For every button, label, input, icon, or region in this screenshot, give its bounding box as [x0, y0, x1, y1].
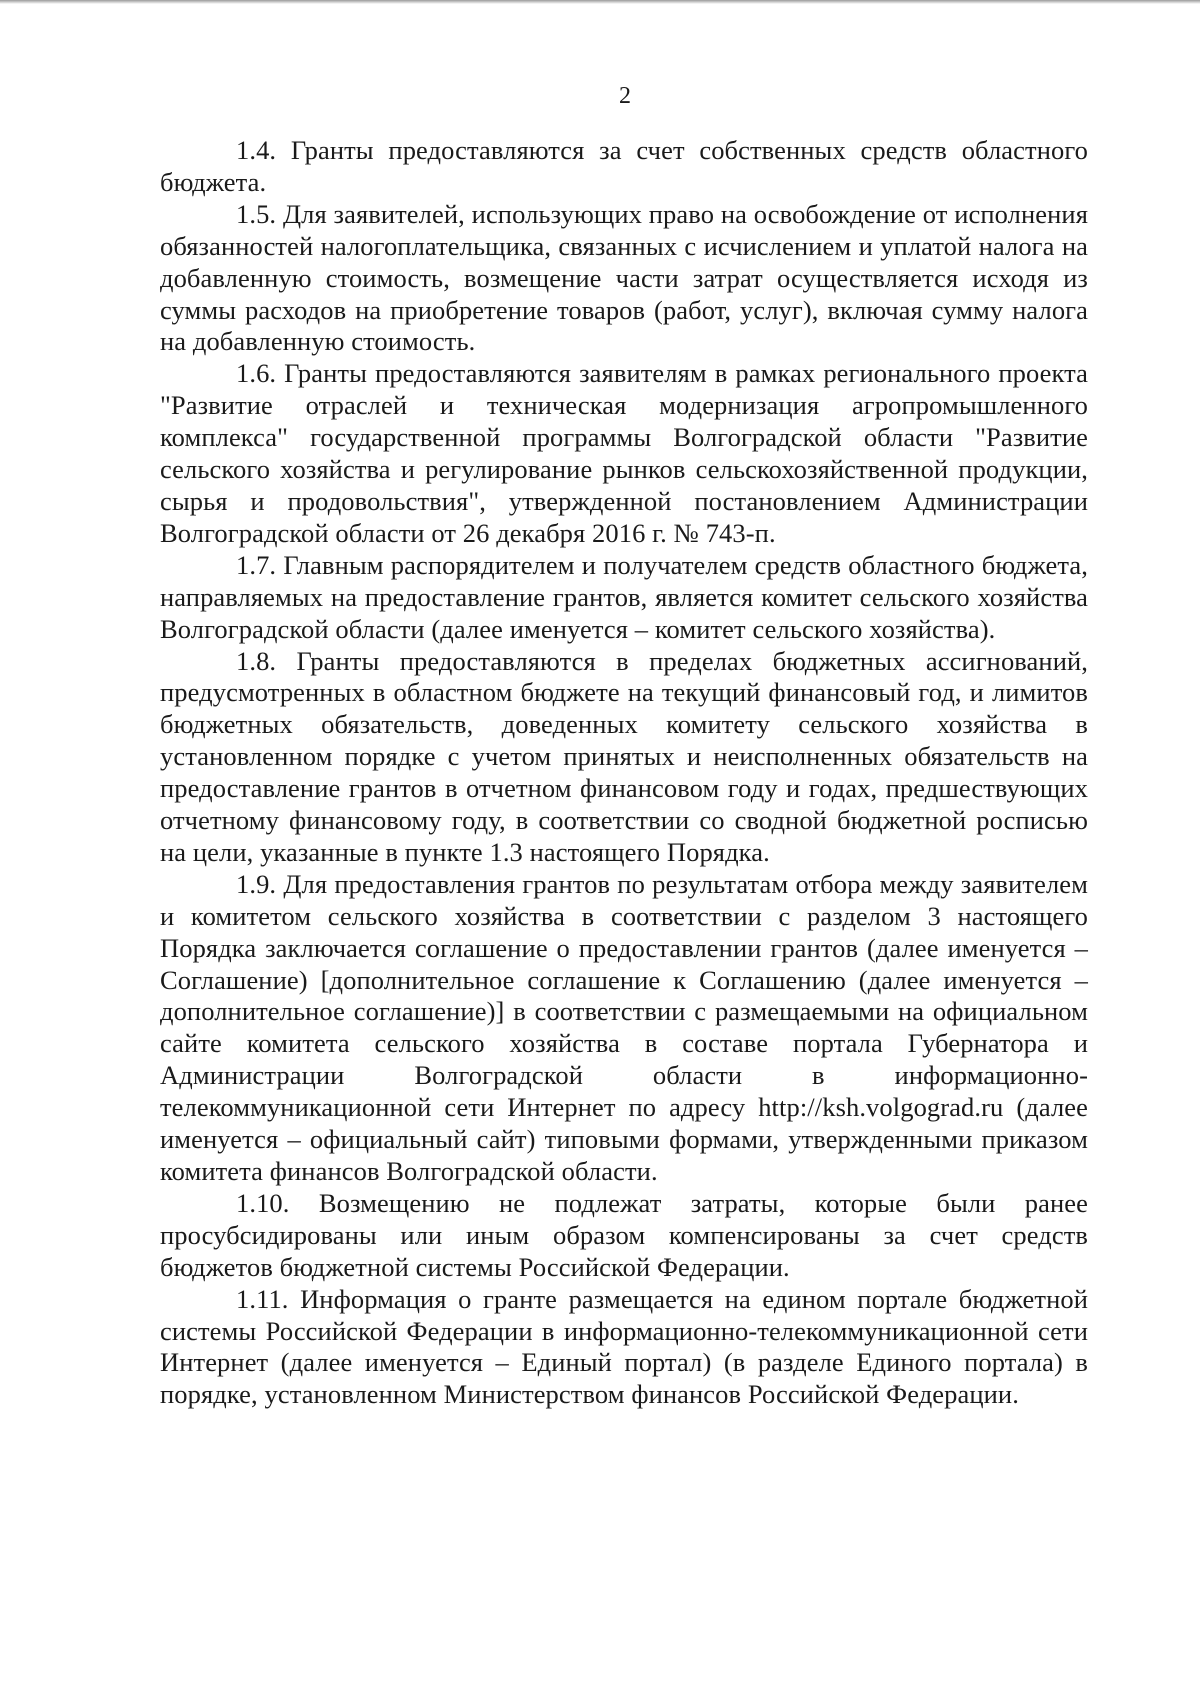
paragraph-1-6: 1.6. Гранты предоставляются заявителям в рамках регионального проекта "Развитие отраслей и техническая модернизация агропромышленного комплекса" государственной программы Волгоградской области "Развитие сельского хозяйства и регулирование рынков сельскохозяйственной продукции, сырья и продовольствия", утвержденной постановлением Администрации Волгоградской области от 26 декабря 2016 г. № 743-п.: [160, 358, 1088, 548]
paragraph-1-9: 1.9. Для предоставления грантов по результатам отбора между заявителем и комитетом сельского хозяйства в соответствии с разделом 3 настоящего Порядка заключается соглашение о предоставлении грантов (далее именуется – Соглашение) [дополнительное соглашение к Соглашению (далее именуется – дополнительное соглашение)] в соответствии с размещаемыми на официальном сайте комитета сельского хозяйства в составе портала Губернатора и Администрации Волгоградской области в информационно-телекоммуникационной сети Интернет по адресу http://ksh.volgograd.ru (далее именуется – официальный сайт) типовыми формами, утвержденными приказом комитета финансов Волгоградской области.: [160, 868, 1088, 1186]
scan-top-edge: [0, 0, 1200, 4]
paragraph-1-5: 1.5. Для заявителей, использующих право на освобождение от исполнения обязанностей налогоплательщика, связанных с исчислением и уплатой налога на добавленную стоимость, возмещение части затрат осуществляется исходя из суммы расходов на приобретение товаров (работ, услуг), включая сумму налога на добавленную стоимость.: [160, 198, 1088, 357]
paragraph-1-7: 1.7. Главным распорядителем и получателем средств областного бюджета, направляемых на предоставление грантов, является комитет сельского хозяйства Волгоградской области (далее именуется – комитет сельского хозяйства).: [160, 549, 1088, 644]
document-body: [160, 135, 1088, 1411]
paragraph-1-4: 1.4. Гранты предоставляются за счет собственных средств областного бюджета.: [160, 135, 1088, 197]
page-number: 2: [619, 83, 631, 109]
paragraph-1-10: 1.10. Возмещению не подлежат затраты, которые были ранее просубсидированы или иным образом компенсированы за счет средств бюджетов бюджетной системы Российской Федерации.: [160, 1187, 1088, 1282]
paragraph-1-8: 1.8. Гранты предоставляются в пределах бюджетных ассигнований, предусмотренных в областном бюджете на текущий финансовый год, и лимитов бюджетных обязательств, доведенных комитету сельского хозяйства в установленном порядке с учетом принятых и неисполненных обязательств на предоставление грантов в отчетном финансовом году и годах, предшествующих отчетному финансовому году, в соответствии со сводной бюджетной росписью на цели, указанные в пункте 1.3 настоящего Порядка.: [160, 645, 1088, 867]
paragraph-1-11: 1.11. Информация о гранте размещается на едином портале бюджетной системы Российской Федерации в информационно-телекоммуникационной сети Интернет (далее именуется – Единый портал) (в разделе Единого портала) в порядке, установленном Министерством финансов Российской Федерации.: [160, 1283, 1088, 1410]
